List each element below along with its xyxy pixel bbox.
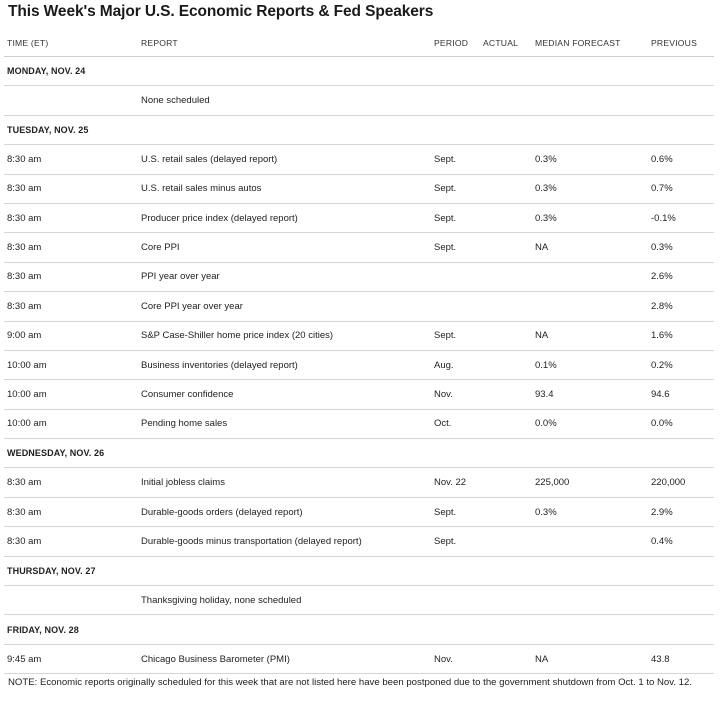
header-report: REPORT <box>141 37 178 48</box>
day-header-row <box>4 439 714 468</box>
period-cell: Sept. <box>434 153 457 165</box>
previous-cell: 0.0% <box>651 418 673 430</box>
report-cell: Core PPI <box>141 242 180 254</box>
table-row <box>4 175 714 204</box>
previous-cell: 0.3% <box>651 242 673 254</box>
period-cell: Nov. 22 <box>434 477 467 489</box>
report-cell: Initial jobless claims <box>141 477 225 489</box>
time-cell: 8:30 am <box>7 300 42 312</box>
time-cell: 8:30 am <box>7 271 42 283</box>
period-cell: Sept. <box>434 330 457 342</box>
table-row <box>4 410 714 439</box>
table-row <box>4 292 714 321</box>
period-cell: Sept. <box>434 183 457 195</box>
header-previous: PREVIOUS <box>651 37 698 48</box>
table-row <box>4 86 714 115</box>
period-cell: Nov. <box>434 653 453 665</box>
previous-cell: 2.6% <box>651 271 673 283</box>
report-cell: Core PPI year over year <box>141 300 243 312</box>
time-cell: 10:00 am <box>7 388 47 400</box>
median-forecast-cell: 93.4 <box>535 388 554 400</box>
previous-cell: 2.8% <box>651 300 673 312</box>
report-cell: Consumer confidence <box>141 388 234 400</box>
period-cell: Sept. <box>434 212 457 224</box>
median-forecast-cell: 0.3% <box>535 153 557 165</box>
median-forecast-cell: 0.0% <box>535 418 557 430</box>
report-cell: None scheduled <box>141 95 210 107</box>
time-cell: 8:30 am <box>7 477 42 489</box>
economic-reports-table <box>4 29 714 674</box>
previous-cell: 0.2% <box>651 359 673 371</box>
previous-cell: -0.1% <box>651 212 676 224</box>
table-row <box>4 351 714 380</box>
previous-cell: 94.6 <box>651 388 670 400</box>
page-title: This Week's Major U.S. Economic Reports & Fed Speakers <box>8 3 434 20</box>
period-cell: Sept. <box>434 535 457 547</box>
median-forecast-cell: 0.3% <box>535 183 557 195</box>
header-median-forecast: MEDIAN FORECAST <box>535 37 621 48</box>
report-cell: Producer price index (delayed report) <box>141 212 298 224</box>
table-row <box>4 468 714 497</box>
table-row <box>4 204 714 233</box>
table-row <box>4 145 714 174</box>
day-label: MONDAY, NOV. 24 <box>7 66 86 77</box>
report-cell: Business inventories (delayed report) <box>141 359 298 371</box>
table-row <box>4 263 714 292</box>
day-header-row <box>4 116 714 145</box>
report-cell: Chicago Business Barometer (PMI) <box>141 653 290 665</box>
median-forecast-cell: NA <box>535 242 549 254</box>
day-label: FRIDAY, NOV. 28 <box>7 624 79 635</box>
table-row <box>4 645 714 674</box>
median-forecast-cell: NA <box>535 330 549 342</box>
report-cell: Durable-goods minus transportation (delayed report) <box>141 535 362 547</box>
table-row <box>4 233 714 262</box>
time-cell: 8:30 am <box>7 212 42 224</box>
table-row <box>4 380 714 409</box>
median-forecast-cell: 225,000 <box>535 477 570 489</box>
time-cell: 8:30 am <box>7 535 42 547</box>
previous-cell: 1.6% <box>651 330 673 342</box>
day-header-row <box>4 57 714 86</box>
table-row <box>4 498 714 527</box>
report-cell: Thanksgiving holiday, none scheduled <box>141 594 302 606</box>
report-cell: U.S. retail sales (delayed report) <box>141 153 278 165</box>
day-header-row <box>4 557 714 586</box>
time-cell: 9:00 am <box>7 330 42 342</box>
day-label: TUESDAY, NOV. 25 <box>7 124 89 135</box>
day-label: THURSDAY, NOV. 27 <box>7 565 96 576</box>
table-header-row <box>4 29 714 57</box>
time-cell: 8:30 am <box>7 242 42 254</box>
time-cell: 10:00 am <box>7 359 47 371</box>
median-forecast-cell: NA <box>535 653 549 665</box>
previous-cell: 220,000 <box>651 477 686 489</box>
report-cell: Durable-goods orders (delayed report) <box>141 506 303 518</box>
day-header-row <box>4 615 714 644</box>
time-cell: 8:30 am <box>7 183 42 195</box>
previous-cell: 0.4% <box>651 535 673 547</box>
table-row <box>4 322 714 351</box>
previous-cell: 0.6% <box>651 153 673 165</box>
period-cell: Aug. <box>434 359 454 371</box>
period-cell: Nov. <box>434 388 453 400</box>
day-label: WEDNESDAY, NOV. 26 <box>7 448 105 459</box>
time-cell: 9:45 am <box>7 653 42 665</box>
median-forecast-cell: 0.3% <box>535 506 557 518</box>
time-cell: 10:00 am <box>7 418 47 430</box>
report-cell: S&P Case-Shiller home price index (20 cities) <box>141 330 334 342</box>
time-cell: 8:30 am <box>7 153 42 165</box>
previous-cell: 2.9% <box>651 506 673 518</box>
header-time: TIME (ET) <box>7 37 49 48</box>
table-row <box>4 527 714 556</box>
median-forecast-cell: 0.1% <box>535 359 557 371</box>
table-body <box>4 57 714 674</box>
report-cell: PPI year over year <box>141 271 220 283</box>
header-actual: ACTUAL <box>483 37 519 48</box>
previous-cell: 0.7% <box>651 183 673 195</box>
footnote: NOTE: Economic reports originally scheduled for this week that are not listed here have been postponed due to the government shutdown from Oct. 1 to Nov. 12. <box>8 677 693 688</box>
period-cell: Sept. <box>434 242 457 254</box>
header-period: PERIOD <box>434 37 469 48</box>
table-row <box>4 586 714 615</box>
previous-cell: 43.8 <box>651 653 670 665</box>
period-cell: Sept. <box>434 506 457 518</box>
report-cell: Pending home sales <box>141 418 228 430</box>
time-cell: 8:30 am <box>7 506 42 518</box>
report-cell: U.S. retail sales minus autos <box>141 183 262 195</box>
median-forecast-cell: 0.3% <box>535 212 557 224</box>
period-cell: Oct. <box>434 418 452 430</box>
